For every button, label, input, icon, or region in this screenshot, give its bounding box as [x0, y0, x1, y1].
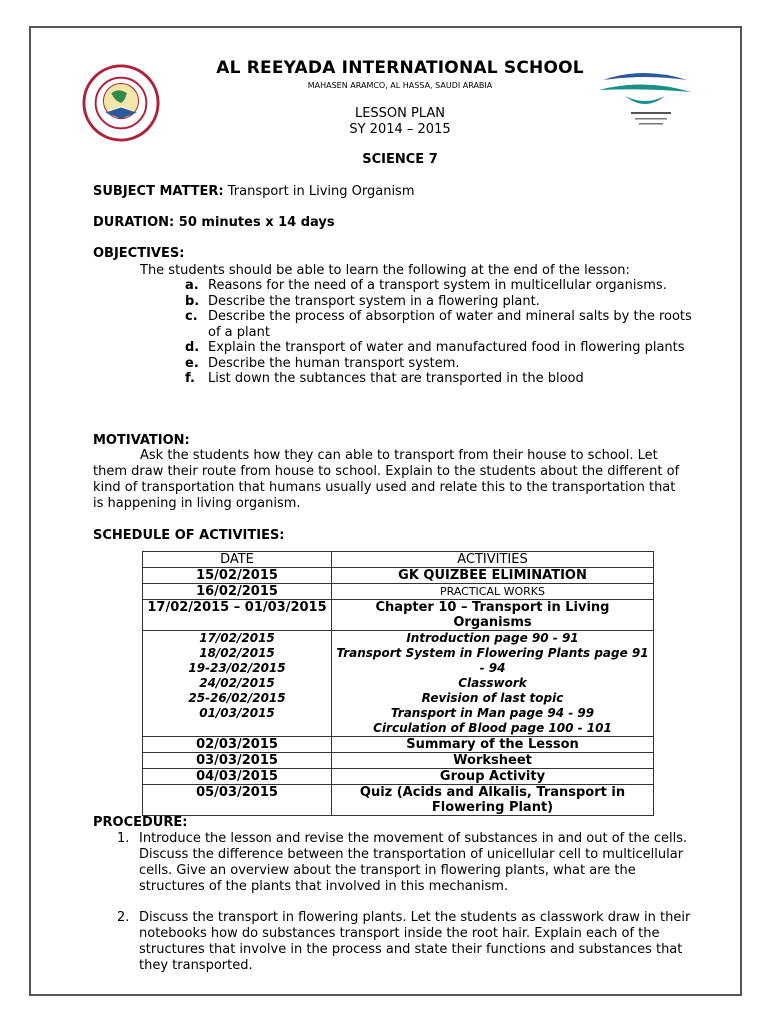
table-row: 02/03/2015 Summary of the Lesson: [143, 737, 654, 753]
activities-column-header: ACTIVITIES: [332, 552, 654, 568]
school-name: AL REEYADA INTERNATIONAL SCHOOL: [216, 58, 584, 78]
document-type: LESSON PLAN: [354, 106, 446, 121]
objective-item: f. List down the subtances that are transported in the blood: [185, 371, 584, 386]
subject-level: SCIENCE 7: [362, 152, 438, 167]
objective-item: d. Explain the transport of water and manufactured food in flowering plants: [185, 340, 685, 355]
subject-matter: [93, 184, 415, 200]
subject-matter-value: Transport in Living Organism: [227, 184, 415, 199]
motivation-label: MOTIVATION:: [93, 433, 190, 448]
date-column-header: DATE: [143, 552, 332, 568]
objectives-intro: The students should be able to learn the following at the end of the lesson:: [140, 263, 630, 278]
motivation-text: Ask the students how they can able to transport from their house to school. Let them draw their route from house to school. Explain to the students about the different of kind of transportation that humans usually used and relate this to the transportation that is happening in living organism.: [93, 448, 680, 511]
duration: [93, 215, 335, 231]
table-row: 04/03/2015 Group Activity: [143, 769, 654, 785]
school-year: SY 2014 – 2015: [349, 122, 451, 137]
procedure-item: 1. Introduce the lesson and revise the movement of substances in and out of the cells. Discuss the difference between the transportation of unicellular cell to multicellular cells. Give an overview about the transport in flowering plants, what are the structures of the plants that involved in this mechanism.: [117, 831, 688, 894]
duration-label: DURATION:: [93, 215, 175, 230]
table-row: 17/02/2015 18/02/2015 19-23/02/2015 24/02/2015 25-26/02/2015 01/03/2015 Introduction page 90 - 91 Transport System in Flowering Plants page 91 - 94 Classwork Revision of last topic Transport in Man page 94 - 99 Circulation of Blood page 100 - 101: [143, 631, 654, 737]
table-row: 03/03/2015 Worksheet: [143, 753, 654, 769]
objective-item: c. Describe the process of absorption of water and mineral salts by the roots of a plant: [185, 309, 692, 340]
objective-item: a. Reasons for the need of a transport system in multicellular organisms.: [185, 278, 667, 293]
table-row: 15/02/2015 GK QUIZBEE ELIMINATION: [143, 568, 654, 584]
school-address: MAHASEN ARAMCO, AL HASSA, SAUDI ARABIA: [307, 81, 493, 90]
procedure-item: 2. Discuss the transport in flowering plants. Let the students as classwork draw in their notebooks how do substances transport inside the root hair. Explain each of the structures that involve in the process and state their functions and substances that they transported.: [117, 910, 691, 973]
table-row: 16/02/2015 PRACTICAL WORKS: [143, 584, 654, 600]
procedure-label: PROCEDURE:: [93, 815, 188, 830]
objectives-label: OBJECTIVES:: [93, 246, 185, 261]
objective-item: b. Describe the transport system in a flowering plant.: [185, 293, 540, 309]
schedule-label: SCHEDULE OF ACTIVITIES:: [93, 528, 285, 543]
duration-value: 50 minutes x 14 days: [178, 215, 335, 230]
table-row: 17/02/2015 – 01/03/2015 Chapter 10 – Transport in Living Organisms: [143, 600, 654, 631]
objective-item: e. Describe the human transport system.: [185, 355, 460, 371]
procedure-list: [117, 831, 697, 989]
schedule-table: [142, 551, 654, 816]
table-row: 05/03/2015 Quiz (Acids and Alkalis, Transport in Flowering Plant): [143, 785, 654, 816]
table-header-row: [143, 552, 654, 568]
subject-matter-label: SUBJECT MATTER:: [93, 184, 224, 199]
objectives-list: [185, 278, 705, 387]
